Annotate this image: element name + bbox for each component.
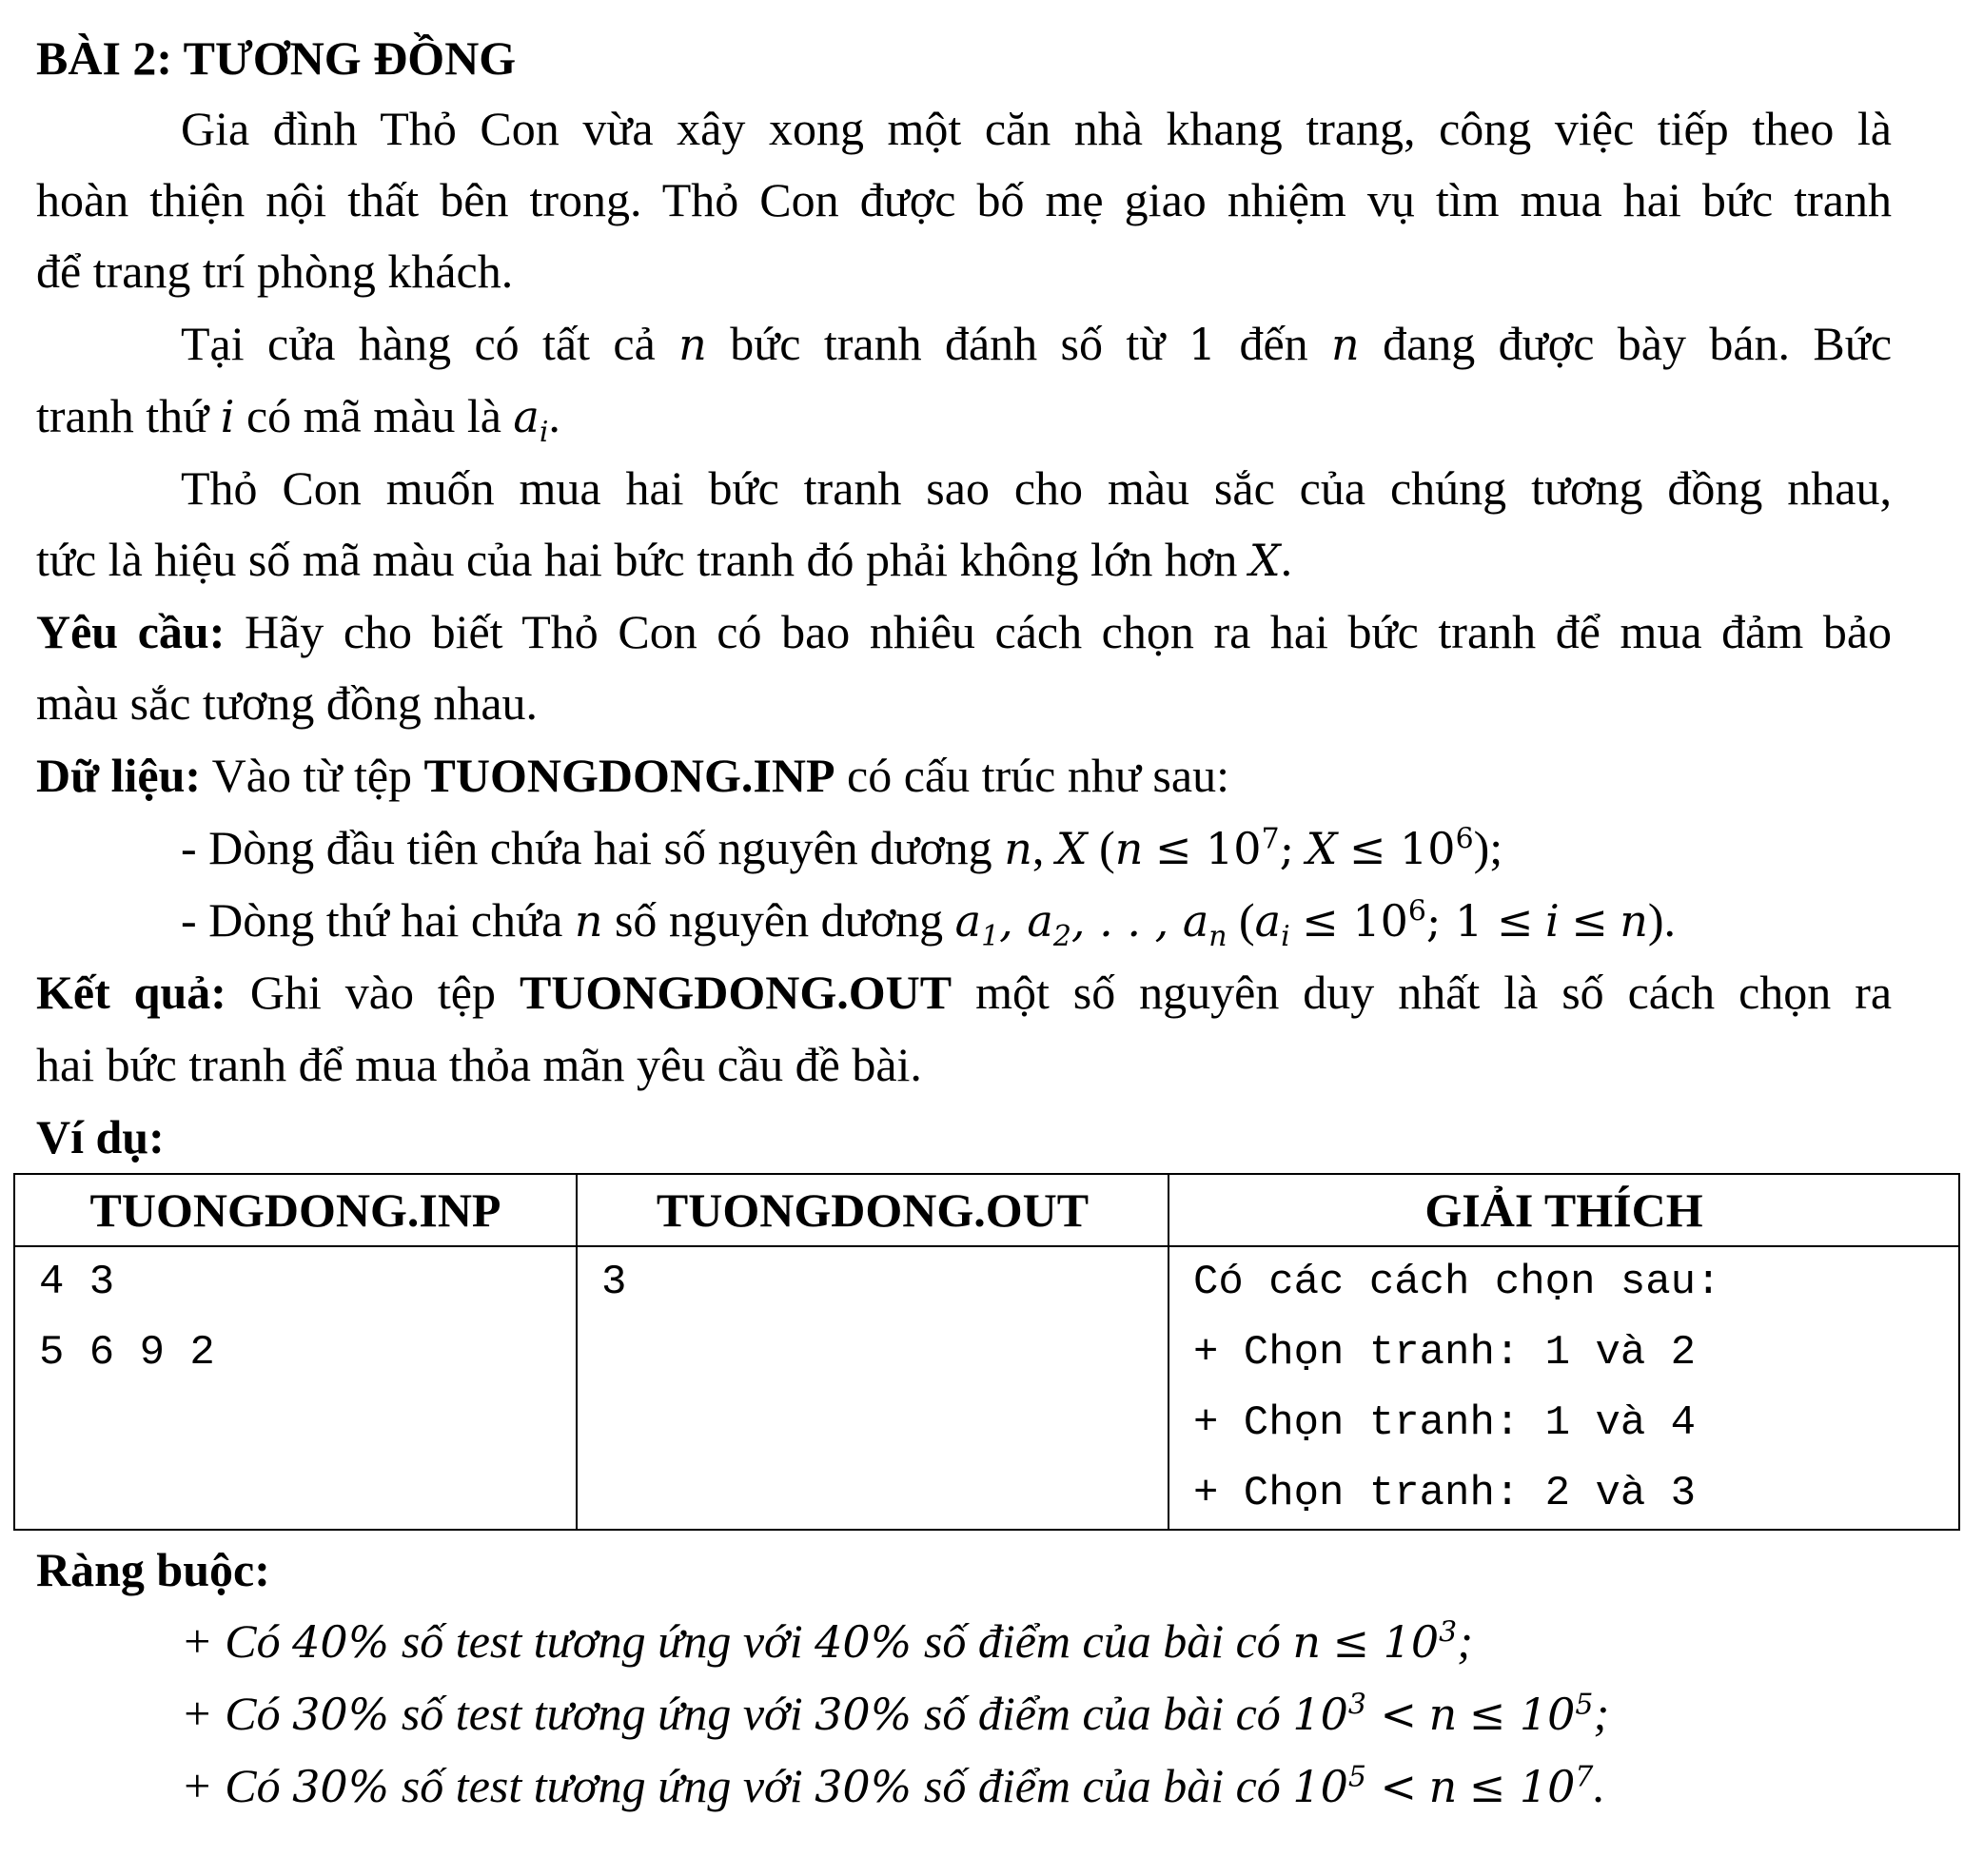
table-header-inp: TUONGDONG.INP [14,1174,577,1246]
intro-p1-line2: hoàn thiện nội thất bên trong. Thỏ Con được bố mẹ giao nhiệm vụ tìm mua hai bức tranh [36,173,1892,226]
constraint-item: + Có 40% số test tương ứng với 40% số điểm của bài có $n \le 10^3$; [181,1614,1473,1668]
constraint-item: + Có 30% số test tương ứng với 30% số điểm của bài có $10^5 < n \le 10^7$. [181,1759,1605,1812]
inp-cell [14,1246,577,1530]
intro-p3-line1: Thỏ Con muốn mua hai bức tranh sao cho màu sắc của chúng tương đồng nhau, [181,461,1892,515]
problem-title: BÀI 2: TƯƠNG ĐỒNG [36,31,517,85]
explain-line: + Chọn tranh: 2 và 3 [1193,1470,1697,1517]
table-header-row [14,1174,1959,1246]
inp-line: 4 3 [39,1259,115,1306]
out-line: 3 [601,1259,627,1306]
table-header-out: TUONGDONG.OUT [577,1174,1169,1246]
explain-cell [1169,1246,1959,1530]
intro-p2-line1: Tại cửa hàng có tất cả n bức tranh đánh số từ 1 đến n đang được bày bán. Bức [181,317,1893,370]
intro-p2-line2: tranh thứ i có mã màu là $a_i$. [36,389,560,450]
table-header-explain: GIẢI THÍCH [1169,1174,1959,1246]
output-line2: hai bức tranh để mua thỏa mãn yêu cầu đề bài. [36,1038,922,1091]
explain-line: + Chọn tranh: 1 và 4 [1193,1399,1697,1447]
output-line1: Kết quả: Ghi vào tệp TUONGDONG.OUT một số nguyên duy nhất là số cách chọn ra [36,966,1893,1019]
intro-p1-line1: Gia đình Thỏ Con vừa xây xong một căn nhà khang trang, công việc tiếp theo là [181,102,1892,155]
out-cell [577,1246,1169,1530]
table-row [14,1246,1959,1530]
input-line2: - Dòng thứ hai chứa n số nguyên dương $a_1$, $a_2$, . . , $a_n$ ($a_i \le 10^6$; 1 ≤ i ≤ n). [181,893,1677,954]
requirement-line2: màu sắc tương đồng nhau. [36,676,539,730]
constraint-item: + Có 30% số test tương ứng với 30% số điểm của bài có $10^3 < n \le 10^5$; [181,1687,1610,1740]
inp-line: 5 6 9 2 [39,1329,215,1377]
input-heading: Dữ liệu: Vào từ tệp TUONGDONG.INP có cấu trúc như sau: [36,749,1229,802]
example-label: Ví dụ: [36,1110,165,1163]
constraints-label: Ràng buộc: [36,1543,270,1596]
example-table [13,1173,1960,1531]
intro-p1-line3: để trang trí phòng khách. [36,244,514,298]
explain-line: Có các cách chọn sau: [1193,1259,1721,1306]
explain-line: + Chọn tranh: 1 và 2 [1193,1329,1697,1377]
input-line1: - Dòng đầu tiên chứa hai số nguyên dương n, X ($n \le 10^7$; $X \le 10^6$); [181,821,1503,874]
intro-p3-line2: tức là hiệu số mã màu của hai bức tranh đó phải không lớn hơn X. [36,533,1293,586]
requirement-line1: Yêu cầu: Hãy cho biết Thỏ Con có bao nhiêu cách chọn ra hai bức tranh để mua đảm bảo [36,605,1893,658]
